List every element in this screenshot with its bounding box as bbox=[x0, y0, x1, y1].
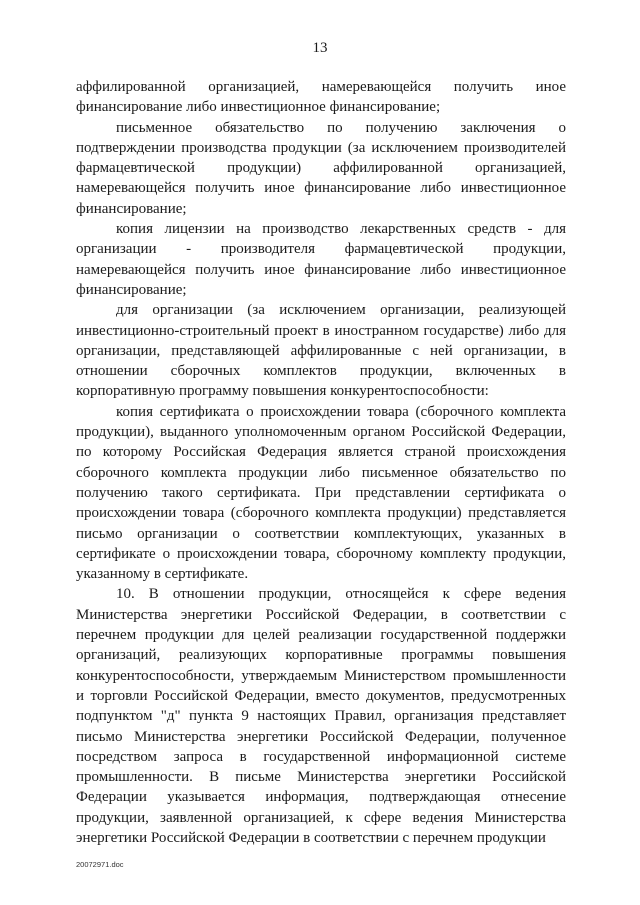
footer-filename: 20072971.doc bbox=[76, 860, 124, 869]
paragraph: письменное обязательство по получению заключения о подтверждении производства продукции (за исключением производителей фармацевтической продукции) аффилированной организацией, намеревающейся получить иное финансирование либо инвестиционное финансирование; bbox=[76, 119, 566, 217]
paragraph: аффилированной организацией, намеревающейся получить иное финансирование либо инвестиционное финансирование; bbox=[76, 79, 566, 116]
paragraph: копия сертификата о происхождении товара (сборочного комплекта продукции), выданного уполномоченным органом Российской Федерации, по которому Российская Федерация является страной происхождения сборочного комплекта продукции либо письменное обязательство по получению такого сертификата. При представлении сертификата о происхождении товара (сборочного комплекта продукции) представляется письмо организации о соответствии комплектующих, указанных в сертификате о происхождении товара, сборочному комплекту продукции, указанному в сертификате. bbox=[76, 403, 566, 583]
document-body bbox=[76, 77, 566, 848]
page-number: 13 bbox=[312, 40, 328, 56]
paragraph: для организации (за исключением организации, реализующей инвестиционно-строительный проект в иностранном государстве) либо для организации, представляющей аффилированные с ней организации, в отношении сборочных комплектов продукции, включенных в корпоративную программу повышения конкурентоспособности: bbox=[76, 302, 566, 400]
paragraph: 10. В отношении продукции, относящейся к сфере ведения Министерства энергетики Российской Федерации, в соответствии с перечнем продукции для целей реализации государственной поддержки организаций, реализующих корпоративные программы повышения конкурентоспособности, утверждаемым Министерством промышленности и торговли Российской Федерации, вместо документов, предусмотренных подпунктом "д" пункта 9 настоящих Правил, организация представляет письмо Министерства энергетики Российской Федерации, полученное посредством запроса в государственной информационной системе промышленности. В письме Министерства энергетики Российской Федерации указывается информация, подтверждающая отнесение продукции, заявленной организацией, к сфере ведения Министерства энергетики Российской Федерации в соответствии с перечнем продукции bbox=[76, 586, 566, 846]
paragraph: копия лицензии на производство лекарственных средств - для организации - производителя фармацевтической продукции, намеревающейся получить иное финансирование либо инвестиционное финансирование; bbox=[76, 221, 566, 298]
